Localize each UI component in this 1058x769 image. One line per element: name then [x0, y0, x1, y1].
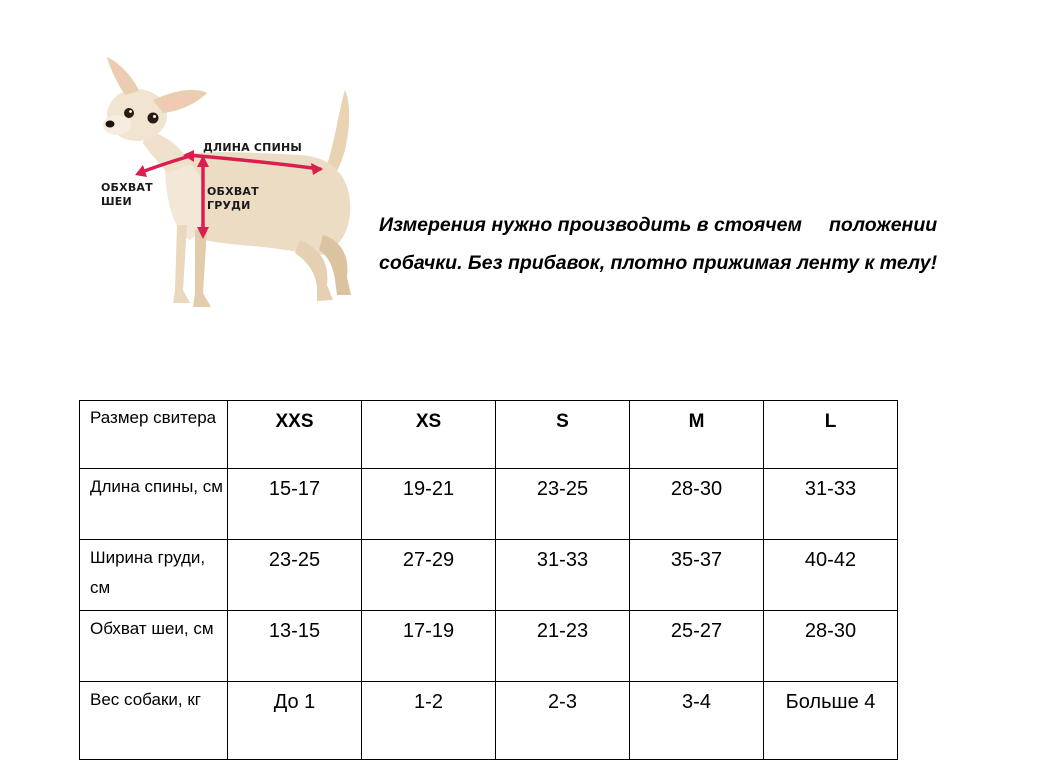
table-row [80, 611, 898, 682]
table-cell: 1-2 [362, 682, 496, 760]
measurement-instructions [379, 206, 1009, 282]
instructions-line-1: Измерения нужно производить в стоячем положении [379, 214, 938, 236]
label-chest-girth-line1: ОБХВАТ [207, 185, 259, 198]
table-cell: 3-4 [630, 682, 764, 760]
label-neck-girth-line1: ОБХВАТ [101, 181, 153, 194]
row-label-back-length: Длина спины, см [80, 469, 228, 540]
table-cell: 13-15 [228, 611, 362, 682]
label-back-length: ДЛИНА СПИНЫ [203, 141, 302, 154]
dog-measurement-diagram [95, 55, 365, 320]
table-cell: 40-42 [764, 540, 898, 611]
table-cell: 2-3 [496, 682, 630, 760]
table-row [80, 540, 898, 611]
header-size-xs: XS [362, 401, 496, 469]
header-size-l: L [764, 401, 898, 469]
table-row [80, 682, 898, 760]
table-cell: 25-27 [630, 611, 764, 682]
table-cell: 31-33 [496, 540, 630, 611]
table-cell: 27-29 [362, 540, 496, 611]
table-cell: До 1 [228, 682, 362, 760]
table-cell: 23-25 [228, 540, 362, 611]
table-cell: 31-33 [764, 469, 898, 540]
table-header-row [80, 401, 898, 469]
table-cell: 17-19 [362, 611, 496, 682]
header-size-label: Размер свитера [80, 401, 228, 469]
size-chart-table [79, 400, 898, 760]
row-label-neck-girth: Обхват шеи, см [80, 611, 228, 682]
table-cell: 28-30 [764, 611, 898, 682]
label-neck-girth-line2: ШЕИ [101, 195, 132, 208]
table-cell: 35-37 [630, 540, 764, 611]
header-size-s: S [496, 401, 630, 469]
header-size-xxs: XXS [228, 401, 362, 469]
row-label-chest-width: Ширина груди, см [80, 540, 228, 611]
table-cell: 19-21 [362, 469, 496, 540]
table-cell: 28-30 [630, 469, 764, 540]
instructions-line-2: собачки. Без прибавок, плотно прижимая ленту к телу! [379, 252, 938, 274]
table-cell: Больше 4 [764, 682, 898, 760]
row-label-dog-weight: Вес собаки, кг [80, 682, 228, 760]
header-size-m: M [630, 401, 764, 469]
table-row [80, 469, 898, 540]
table-cell: 23-25 [496, 469, 630, 540]
table-cell: 15-17 [228, 469, 362, 540]
label-chest-girth-line2: ГРУДИ [207, 199, 251, 212]
table-cell: 21-23 [496, 611, 630, 682]
